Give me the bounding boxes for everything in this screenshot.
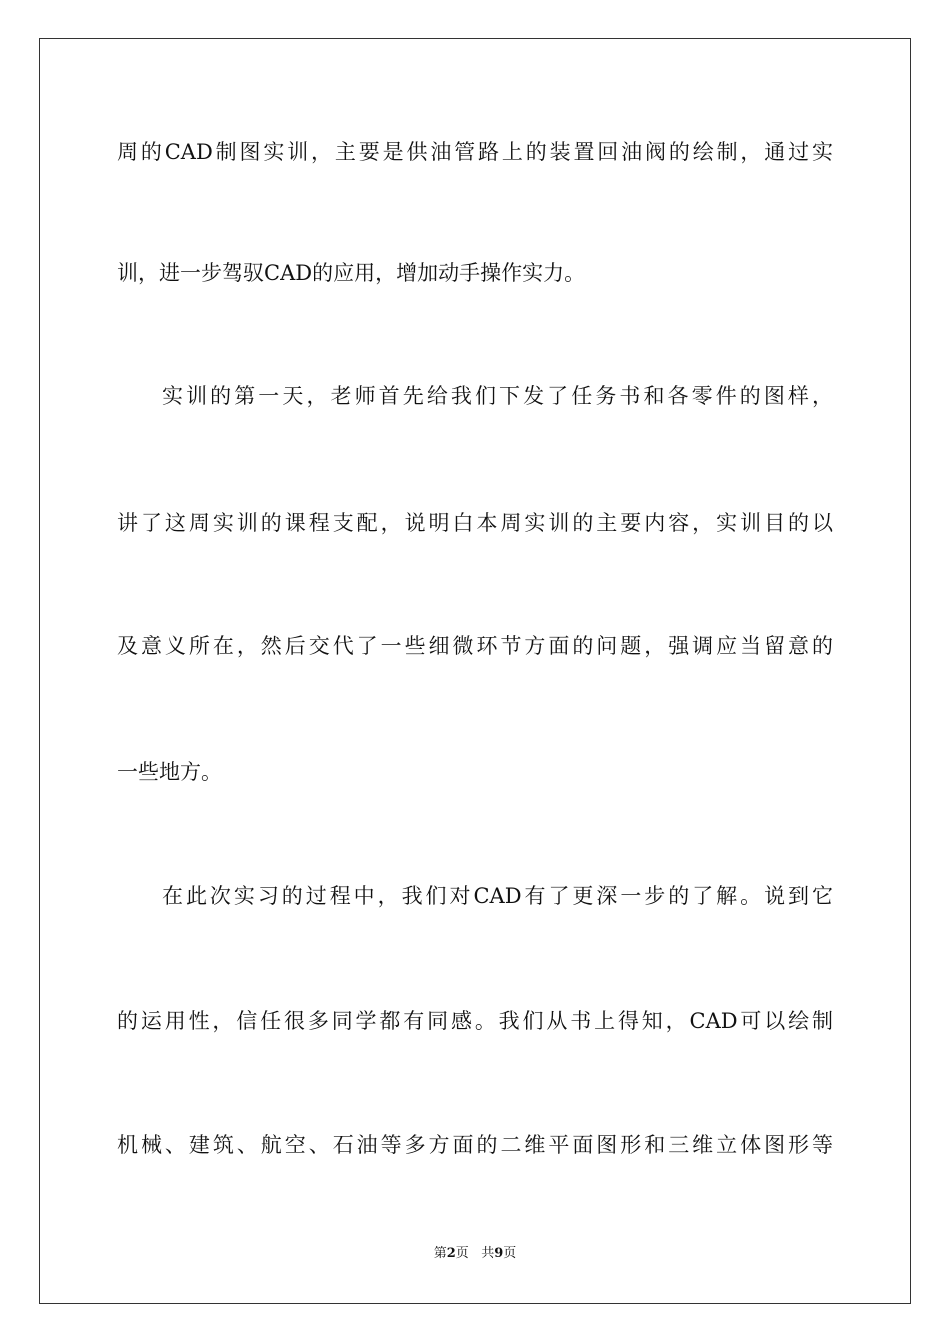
- paragraph-line: 讲了这周实训的课程支配，说明白本周实训的主要内容，实训目的以: [117, 511, 833, 535]
- paragraph-line: 的运用性，信任很多同学都有同感。我们从书上得知，CAD可以绘制: [117, 1009, 833, 1033]
- page-footer: [0, 1245, 950, 1263]
- page-suffix: 页: [455, 1246, 469, 1261]
- total-prefix: 共: [481, 1246, 495, 1261]
- page-frame: [39, 38, 911, 1304]
- paragraph-line: 在此次实习的过程中，我们对CAD有了更深一步的了解。说到它: [162, 884, 833, 908]
- paragraph-line: 实训的第一天，老师首先给我们下发了任务书和各零件的图样，: [162, 384, 833, 408]
- page-number: 2: [446, 1246, 456, 1261]
- paragraph-line: 训，进一步驾驭CAD的应用，增加动手操作实力。: [117, 261, 586, 285]
- paragraph-line: 一些地方。: [117, 760, 222, 784]
- total-pages: 9: [494, 1246, 504, 1261]
- total-suffix: 页: [503, 1246, 517, 1261]
- paragraph-line: 及意义所在，然后交代了一些细微环节方面的问题，强调应当留意的: [117, 634, 833, 658]
- paragraph-line: 机械、建筑、航空、石油等多方面的二维平面图形和三维立体图形等: [117, 1133, 833, 1157]
- paragraph-line: 周的CAD制图实训，主要是供油管路上的装置回油阀的绘制，通过实: [117, 140, 833, 164]
- page-prefix: 第: [433, 1246, 447, 1261]
